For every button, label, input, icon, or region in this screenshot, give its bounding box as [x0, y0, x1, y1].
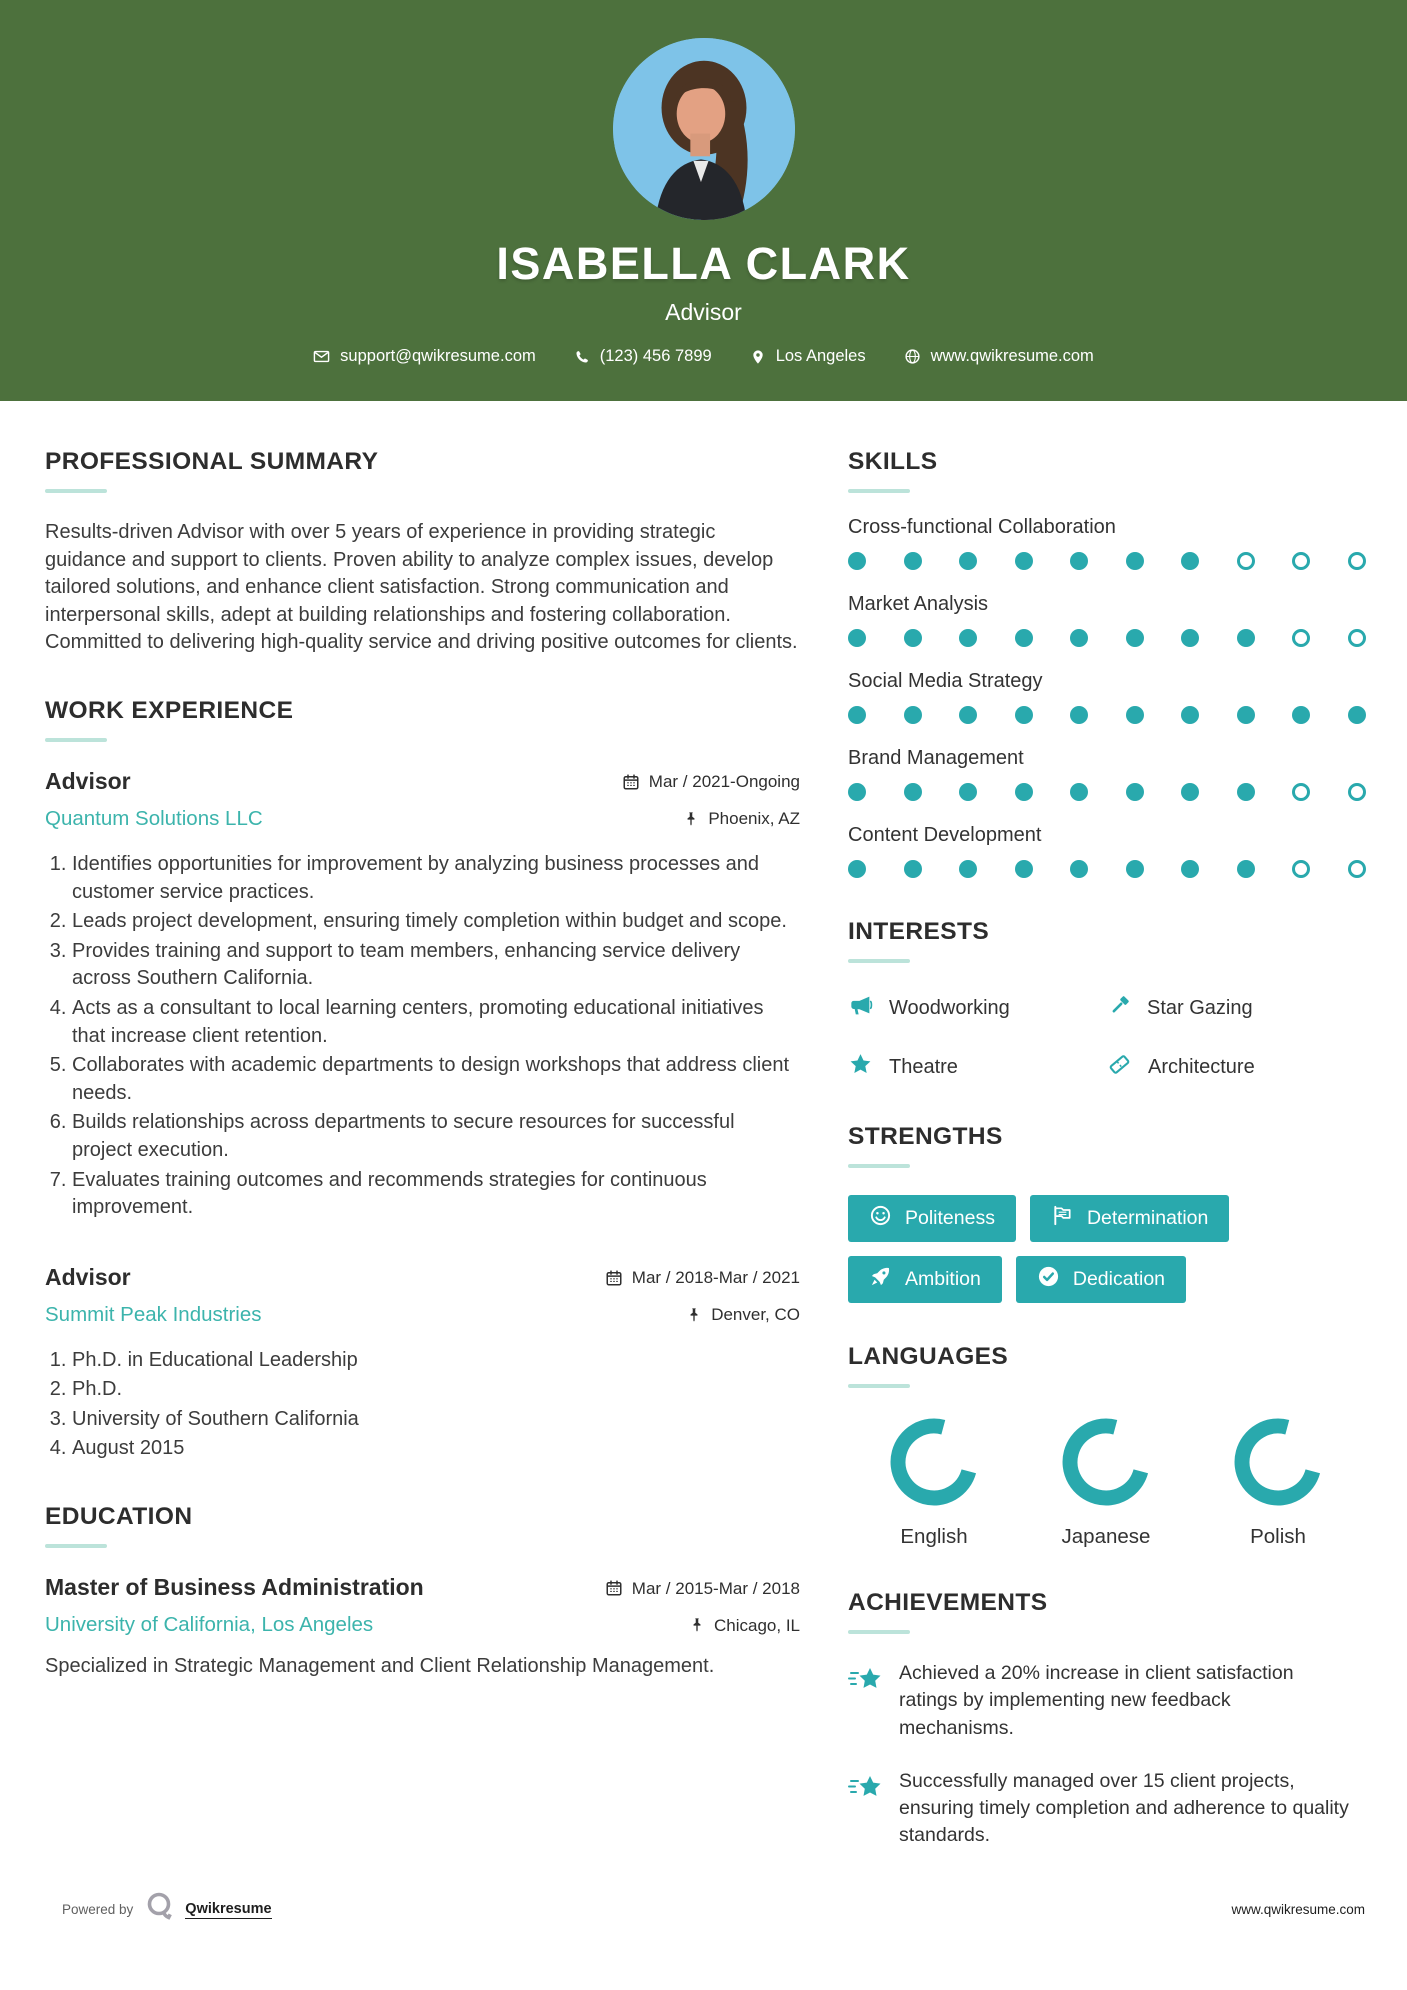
skill-dot-filled	[1015, 783, 1033, 801]
skill-dot-filled	[1126, 783, 1144, 801]
skill-dot-filled	[1181, 629, 1199, 647]
skill-dot-filled	[1015, 552, 1033, 570]
job-title: Advisor	[45, 1263, 131, 1290]
job-date-text: Mar / 2018-Mar / 2021	[631, 1268, 800, 1288]
strength-badge	[1016, 1256, 1186, 1303]
professional-summary-text: Results-driven Advisor with over 5 years of experience in providing strategic guidance and support to clients. Proven ability to analyze complex issues, develop tailored solutions, and enhance client satisfaction. Strong communication and interpersonal skills, adept at building relationships and fostering collaboration. Committed to delivering high-quality service and driving positive outcomes for clients.	[45, 521, 798, 654]
skill-rating	[848, 783, 1366, 801]
interest-label: Architecture	[1148, 1056, 1255, 1078]
heading-underline	[848, 1164, 910, 1168]
job-company-link[interactable]: Summit Peak Industries	[45, 1302, 262, 1326]
rocket-icon	[869, 1265, 892, 1294]
skill-dot-filled	[1070, 552, 1088, 570]
language-level-arc	[1062, 1418, 1150, 1506]
envelope-icon	[313, 348, 330, 365]
check-icon	[1037, 1265, 1060, 1294]
job-bullet: 4. August 2015	[72, 1435, 800, 1463]
skill-dot-filled	[959, 706, 977, 724]
globe-icon	[904, 348, 921, 365]
gavel-icon	[1107, 994, 1131, 1024]
education-entry	[45, 1574, 800, 1681]
skill-dot-filled	[904, 860, 922, 878]
contact-bar	[0, 347, 1407, 366]
skill-item	[848, 593, 1366, 647]
right-column	[848, 448, 1366, 1890]
pushpin-icon	[683, 809, 699, 830]
language-item	[1192, 1418, 1364, 1549]
job-bullet: 6. Builds relationships across departments to secure resources for successful project execution.	[72, 1109, 800, 1164]
pushpin-icon	[686, 1305, 702, 1326]
heading-underline	[848, 489, 910, 493]
skill-dot-filled	[1348, 706, 1366, 724]
heading-underline	[848, 959, 910, 963]
skill-dot-filled	[1237, 629, 1255, 647]
skill-dot-empty	[1348, 552, 1366, 570]
contact-website[interactable]	[904, 347, 1094, 366]
skill-dot-empty	[1292, 860, 1310, 878]
job-bullet-list	[45, 851, 800, 1222]
work-experience-section	[45, 697, 800, 1463]
skill-dot-filled	[1237, 860, 1255, 878]
skill-dot-filled	[848, 783, 866, 801]
phone-icon	[574, 349, 590, 365]
contact-location	[750, 347, 866, 366]
strengths-heading: STRENGTHS	[848, 1123, 1003, 1150]
job-title-row	[45, 1264, 800, 1291]
job-location-text: Denver, CO	[711, 1305, 800, 1325]
skill-rating	[848, 860, 1366, 878]
interests-heading: INTERESTS	[848, 918, 990, 945]
skill-rating	[848, 706, 1366, 724]
professional-summary-heading: PROFESSIONAL SUMMARY	[45, 448, 379, 475]
interest-item	[848, 1052, 1107, 1083]
skill-dot-empty	[1292, 629, 1310, 647]
job-title-row	[45, 768, 800, 795]
header-banner	[0, 0, 1407, 401]
contact-phone-text: (123) 456 7899	[599, 347, 712, 365]
strength-label: Determination	[1086, 1207, 1209, 1229]
job-bullet: 7. Evaluates training outcomes and recommends strategies for continuous improvement.	[72, 1167, 800, 1222]
skill-dot-filled	[1070, 629, 1088, 647]
education-location	[689, 1615, 800, 1636]
achievement-item	[848, 1768, 1366, 1850]
ticket-icon	[1107, 1052, 1132, 1083]
strength-label: Dedication	[1072, 1268, 1166, 1290]
job-bullet: 4. Acts as a consultant to local learning centers, promoting educational initiatives that increase client retention.	[72, 995, 800, 1050]
main-content	[0, 401, 1407, 1890]
language-level-arc	[890, 1418, 978, 1506]
skill-dot-filled	[904, 552, 922, 570]
strengths-section	[848, 1123, 1366, 1303]
interest-label: Star Gazing	[1147, 997, 1253, 1019]
calendar-icon	[605, 1267, 623, 1290]
skill-dot-filled	[1126, 552, 1144, 570]
left-column	[45, 448, 800, 1890]
contact-website-text: www.qwikresume.com	[930, 347, 1094, 365]
skill-dot-filled	[848, 629, 866, 647]
language-item	[1020, 1418, 1192, 1549]
interest-label: Theatre	[889, 1056, 958, 1078]
footer-branding	[62, 1891, 272, 1928]
professional-summary-section	[45, 448, 800, 657]
profile-photo-illustration	[613, 38, 795, 220]
shooting-star-icon	[848, 1768, 884, 1850]
interest-label: Woodworking	[889, 997, 1010, 1019]
skill-dot-filled	[1181, 783, 1199, 801]
megaphone-icon	[848, 993, 873, 1024]
languages-list	[848, 1418, 1366, 1549]
heading-underline	[45, 1544, 107, 1548]
heading-underline	[848, 1630, 910, 1634]
job-bullet: 2. Leads project development, ensuring timely completion within budget and scope.	[72, 908, 800, 936]
qwikresume-link[interactable]: Qwikresume	[185, 1900, 272, 1917]
achievement-item	[848, 1660, 1366, 1742]
skill-dot-filled	[848, 706, 866, 724]
achievement-text: Achieved a 20% increase in client satisfaction ratings by implementing new feedback mechanisms.	[899, 1662, 1294, 1739]
skill-label: Brand Management	[848, 747, 1024, 769]
calendar-icon	[605, 1577, 623, 1600]
interests-section	[848, 918, 1366, 1083]
skill-dot-empty	[1348, 783, 1366, 801]
job-date-text: Mar / 2021-Ongoing	[648, 772, 800, 792]
skill-dot-filled	[848, 552, 866, 570]
skill-dot-empty	[1348, 629, 1366, 647]
skill-dot-filled	[959, 629, 977, 647]
job-location-text: Phoenix, AZ	[708, 809, 800, 829]
job-bullet: 3. Provides training and support to team members, enhancing service delivery across Southern California.	[72, 938, 800, 993]
skill-dot-empty	[1237, 552, 1255, 570]
contact-location-text: Los Angeles	[775, 347, 866, 365]
skill-dot-filled	[1237, 706, 1255, 724]
heading-underline	[45, 738, 107, 742]
education-date	[605, 1577, 800, 1600]
skill-dot-empty	[1292, 552, 1310, 570]
pushpin-icon	[689, 1615, 705, 1636]
job-bullet: 2. Ph.D.	[72, 1376, 800, 1404]
strength-badge	[848, 1256, 1002, 1303]
language-item	[848, 1418, 1020, 1549]
footer-website-link[interactable]: www.qwikresume.com	[1231, 1902, 1365, 1917]
skill-dot-empty	[1292, 783, 1310, 801]
languages-heading: LANGUAGES	[848, 1343, 1009, 1370]
skill-rating	[848, 552, 1366, 570]
calendar-icon	[622, 771, 640, 794]
skill-dot-filled	[1126, 860, 1144, 878]
skill-dot-filled	[959, 552, 977, 570]
skill-dot-filled	[1015, 860, 1033, 878]
contact-email-text: support@qwikresume.com	[340, 347, 536, 365]
skill-dot-filled	[1126, 706, 1144, 724]
job-bullet: 1. Ph.D. in Educational Leadership	[72, 1347, 800, 1375]
education-date-text: Mar / 2015-Mar / 2018	[631, 1578, 800, 1598]
candidate-title: Advisor	[665, 299, 742, 325]
work-experience-heading: WORK EXPERIENCE	[45, 696, 294, 724]
job-bullet: 5. Collaborates with academic departments to design workshops that address client needs.	[72, 1052, 800, 1107]
skill-item	[848, 670, 1366, 724]
skill-dot-filled	[1237, 783, 1255, 801]
language-label: English	[900, 1525, 968, 1548]
job-company-link[interactable]: Quantum Solutions LLC	[45, 806, 263, 830]
skill-dot-filled	[1015, 629, 1033, 647]
skill-dot-filled	[959, 783, 977, 801]
shooting-star-icon	[848, 1660, 884, 1742]
strength-badge	[1030, 1195, 1229, 1242]
strength-badge	[848, 1195, 1016, 1242]
interest-item	[848, 993, 1107, 1024]
achievements-section	[848, 1589, 1366, 1850]
skills-section	[848, 448, 1366, 878]
job-company-row	[45, 1303, 800, 1327]
skills-heading: SKILLS	[848, 448, 938, 475]
skill-label: Market Analysis	[848, 593, 989, 615]
powered-by-label: Powered by	[62, 1902, 134, 1917]
job-date	[622, 771, 800, 794]
skill-label: Cross-functional Collaboration	[848, 516, 1116, 538]
job-location	[683, 809, 800, 830]
strength-label: Ambition	[905, 1268, 981, 1290]
skill-dot-filled	[1015, 706, 1033, 724]
job-title: Advisor	[45, 767, 131, 794]
skill-dot-filled	[904, 783, 922, 801]
skill-item	[848, 516, 1366, 570]
skill-item	[848, 747, 1366, 801]
job-bullet: 3. University of Southern California	[72, 1406, 800, 1434]
skill-dot-filled	[1126, 629, 1144, 647]
skill-dot-filled	[1292, 706, 1310, 724]
language-label: Polish	[1250, 1525, 1306, 1548]
strength-badges	[848, 1195, 1366, 1303]
footer	[62, 1891, 1365, 1928]
school-link[interactable]: University of California, Los Angeles	[45, 1613, 374, 1637]
education-location-text: Chicago, IL	[714, 1615, 800, 1635]
smiley-icon	[869, 1204, 892, 1233]
skill-label: Content Development	[848, 824, 1042, 846]
skill-dot-filled	[1070, 860, 1088, 878]
skill-dot-filled	[1181, 706, 1199, 724]
skill-item	[848, 824, 1366, 878]
language-label: Japanese	[1061, 1525, 1151, 1548]
job-bullet-list	[45, 1347, 800, 1463]
job-entry	[45, 768, 800, 1222]
skill-rating	[848, 629, 1366, 647]
job-company-row	[45, 807, 800, 831]
interest-item	[1107, 993, 1366, 1024]
language-level-arc	[1234, 1418, 1322, 1506]
interest-item	[1107, 1052, 1366, 1083]
profile-photo	[613, 38, 795, 220]
languages-section	[848, 1343, 1366, 1549]
achievements-heading: ACHIEVEMENTS	[848, 1589, 1048, 1616]
flag-icon	[1051, 1204, 1074, 1233]
strength-label: Politeness	[905, 1207, 995, 1229]
heading-underline	[45, 489, 107, 493]
degree-title: Master of Business Administration	[45, 1574, 424, 1601]
education-school-row	[45, 1613, 800, 1637]
education-section	[45, 1503, 800, 1681]
education-title-row	[45, 1574, 800, 1601]
contact-phone[interactable]	[574, 347, 712, 366]
job-entry	[45, 1264, 800, 1463]
skill-dot-filled	[1181, 552, 1199, 570]
heading-underline	[848, 1384, 910, 1388]
skill-dot-filled	[1181, 860, 1199, 878]
star-icon	[848, 1052, 873, 1083]
skill-dot-filled	[904, 706, 922, 724]
skill-dot-filled	[1070, 783, 1088, 801]
candidate-name: ISABELLA CLARK	[496, 238, 911, 289]
skill-dot-filled	[904, 629, 922, 647]
skill-label: Social Media Strategy	[848, 670, 1043, 692]
skill-dot-empty	[1348, 860, 1366, 878]
job-location	[686, 1305, 800, 1326]
job-bullet: 1. Identifies opportunities for improvement by analyzing business processes and customer service practices.	[72, 851, 800, 906]
qwikresume-logo	[145, 1891, 173, 1928]
education-description: Specialized in Strategic Management and Client Relationship Management.	[45, 1655, 715, 1678]
interests-grid	[848, 993, 1366, 1083]
skill-dot-filled	[959, 860, 977, 878]
contact-email[interactable]	[313, 347, 536, 366]
skill-dot-filled	[1070, 706, 1088, 724]
achievement-text: Successfully managed over 15 client projects, ensuring timely completion and adherence to quality standards.	[899, 1769, 1349, 1847]
location-icon	[750, 349, 766, 365]
job-date	[605, 1267, 800, 1290]
skill-dot-filled	[848, 860, 866, 878]
education-heading: EDUCATION	[45, 1503, 193, 1531]
